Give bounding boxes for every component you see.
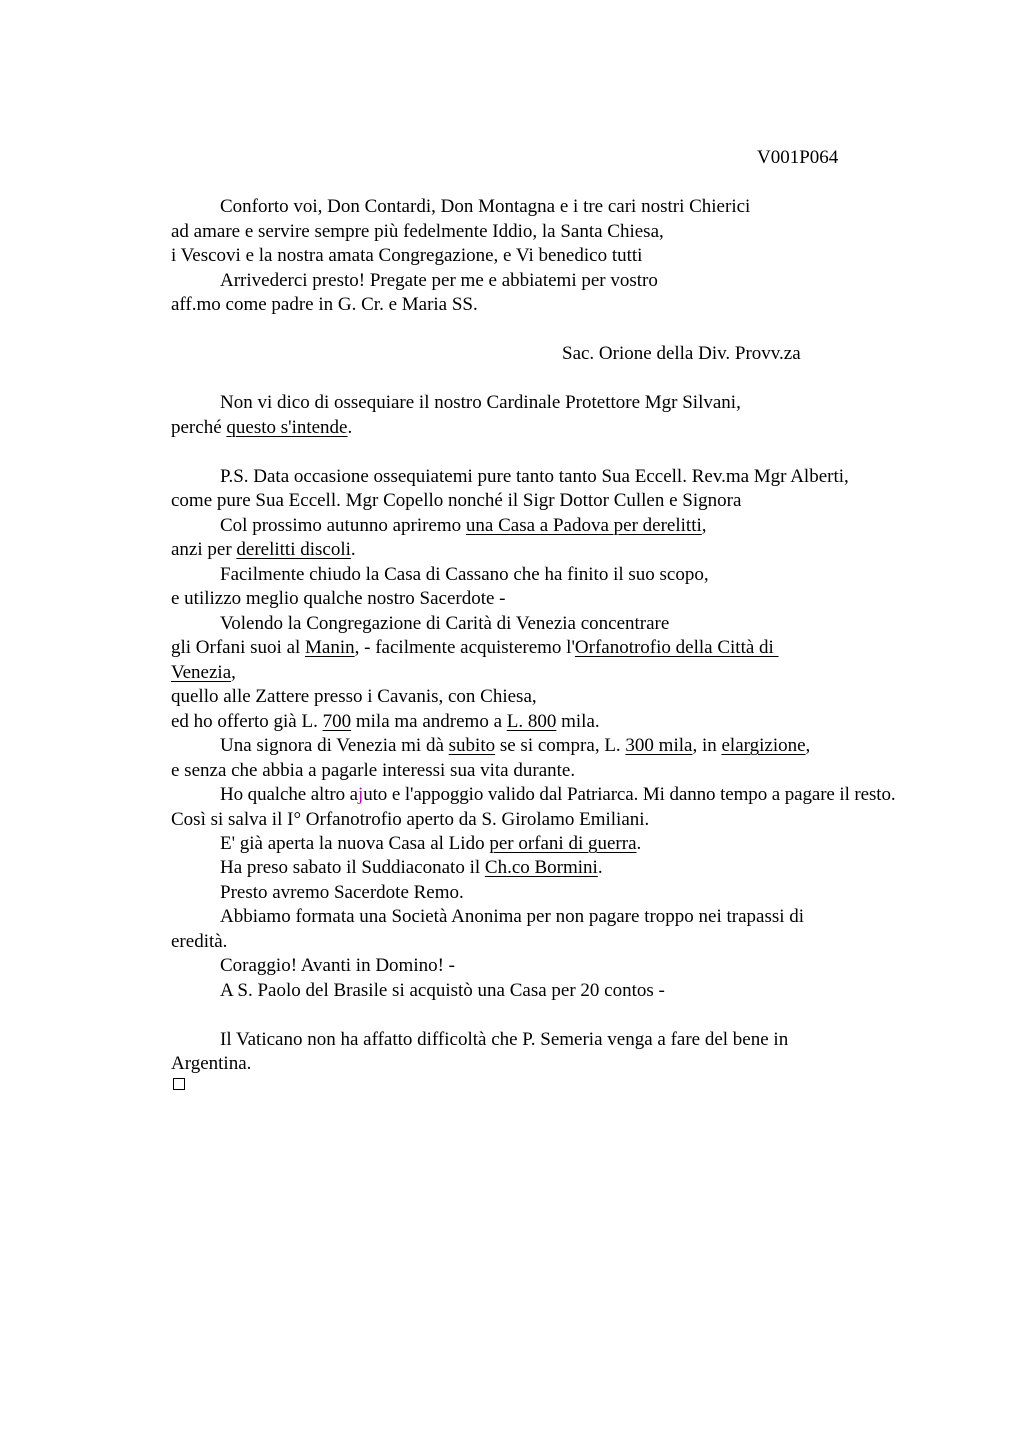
underlined-phrase: Venezia [171,662,232,683]
underlined-phrase: per orfani di guerra [489,833,637,854]
underlined-phrase: L. 800 [506,711,557,732]
ps-line-4 [171,539,356,561]
text-span: E' già aperta la nuova Casa al Lido [220,833,490,854]
underlined-phrase: Orfanotrofio della Città di [574,637,779,658]
ps-line-15: Così si salva il I° Orfanotrofio aperto da S. Girolamo Emiliani. [171,809,650,830]
document-reference: V001P064 [757,147,839,168]
ps-line-20: eredità. [171,931,228,952]
text-span: Una signora di Venezia mi dà [220,735,449,756]
ps-line-10: quello alle Zattere presso i Cavanis, con Chiesa, [171,686,537,707]
underlined-phrase: subito [448,735,496,756]
text-span: se si compra, L. [495,735,626,756]
closing-line-2: ad amare e servire sempre più fedelmente Iddio, la Santa Chiesa, [171,221,664,242]
text-span: uto e l'appoggio valido dal Patriarca. Mi danno tempo a pagare il resto. [363,784,896,805]
text-span: anzi per [171,539,237,560]
ps-line-18: Presto avremo Sacerdote Remo. [220,882,464,903]
ps-line-3 [220,515,707,537]
ps-line-14 [220,784,896,806]
text-span: . [347,417,353,438]
text-span: Ha preso sabato il Suddiaconato il [220,857,485,878]
ps-line-1: P.S. Data occasione ossequiatemi pure tanto tanto Sua Eccell. Rev.ma Mgr Alberti, [220,466,849,487]
ps-line-17 [220,857,603,879]
underlined-phrase: questo s'intende [226,417,348,438]
ps-line-24: Argentina. [171,1053,252,1074]
underlined-phrase: Ch.co Bormini [484,857,598,878]
underlined-phrase: 700 [322,711,352,732]
text-span: . [350,539,356,560]
note-line-2 [171,417,352,439]
text-span: . [597,857,603,878]
closing-line-4: Arrivederci presto! Pregate per me e abbiatemi per vostro [220,270,658,291]
ps-line-12 [220,735,810,757]
underlined-phrase: elargizione [721,735,806,756]
closing-line-3: i Vescovi e la nostra amata Congregazione, e Vi benedico tutti [171,245,643,266]
underlined-phrase: 300 mila [625,735,693,756]
text-span: , [231,662,236,683]
text-span: , [701,515,707,536]
ps-line-23: Il Vaticano non ha affatto difficoltà che P. Semeria venga a fare del bene in [220,1029,789,1050]
text-span: , in [692,735,722,756]
underlined-phrase: Manin [305,637,355,658]
ps-line-11 [171,711,600,733]
note-line-1: Non vi dico di ossequiare il nostro Cardinale Protettore Mgr Silvani, [220,392,741,413]
ps-line-6: e utilizzo meglio qualche nostro Sacerdote - [171,588,506,609]
text-span: gli Orfani suoi al [171,637,306,658]
ps-line-9 [171,662,236,684]
text-span: Col prossimo autunno apriremo [220,515,466,536]
ps-line-5: Facilmente chiudo la Casa di Cassano che ha finito il suo scopo, [220,564,709,585]
ps-line-13: e senza che abbia a pagarle interessi sua vita durante. [171,760,576,781]
closing-line-5: aff.mo come padre in G. Cr. e Maria SS. [171,294,478,315]
text-span: , [805,735,811,756]
text-span: Ho qualche altro a [220,784,359,805]
ps-line-19: Abbiamo formata una Società Anonima per non pagare troppo nei trapassi di [220,906,805,927]
signature: Sac. Orione della Div. Provv.za [562,343,801,364]
underlined-phrase: derelitti discoli [236,539,351,560]
text-span: mila. [556,711,600,732]
ps-line-7: Volendo la Congregazione di Carità di Venezia concentrare [220,613,670,634]
ps-line-2: come pure Sua Eccell. Mgr Copello nonché il Sigr Dottor Cullen e Signora [171,490,742,511]
text-span: mila ma andremo a [351,711,507,732]
ps-line-16 [220,833,641,855]
text-span: . [636,833,642,854]
text-span: , - facilmente acquisteremo l' [354,637,575,658]
empty-checkbox-glyph [173,1078,185,1090]
ps-line-21: Coraggio! Avanti in Domino! - [220,955,456,976]
ps-line-22: A S. Paolo del Brasile si acquistò una Casa per 20 contos - [220,980,665,1001]
text-span: perché [171,417,227,438]
ps-line-8 [171,637,779,659]
underlined-phrase: una Casa a Padova per derelitti [465,515,702,536]
text-span: ed ho offerto già L. [171,711,323,732]
closing-line-1: Conforto voi, Don Contardi, Don Montagna e i tre cari nostri Chierici [220,196,751,217]
highlighted-letter: j [358,784,364,805]
